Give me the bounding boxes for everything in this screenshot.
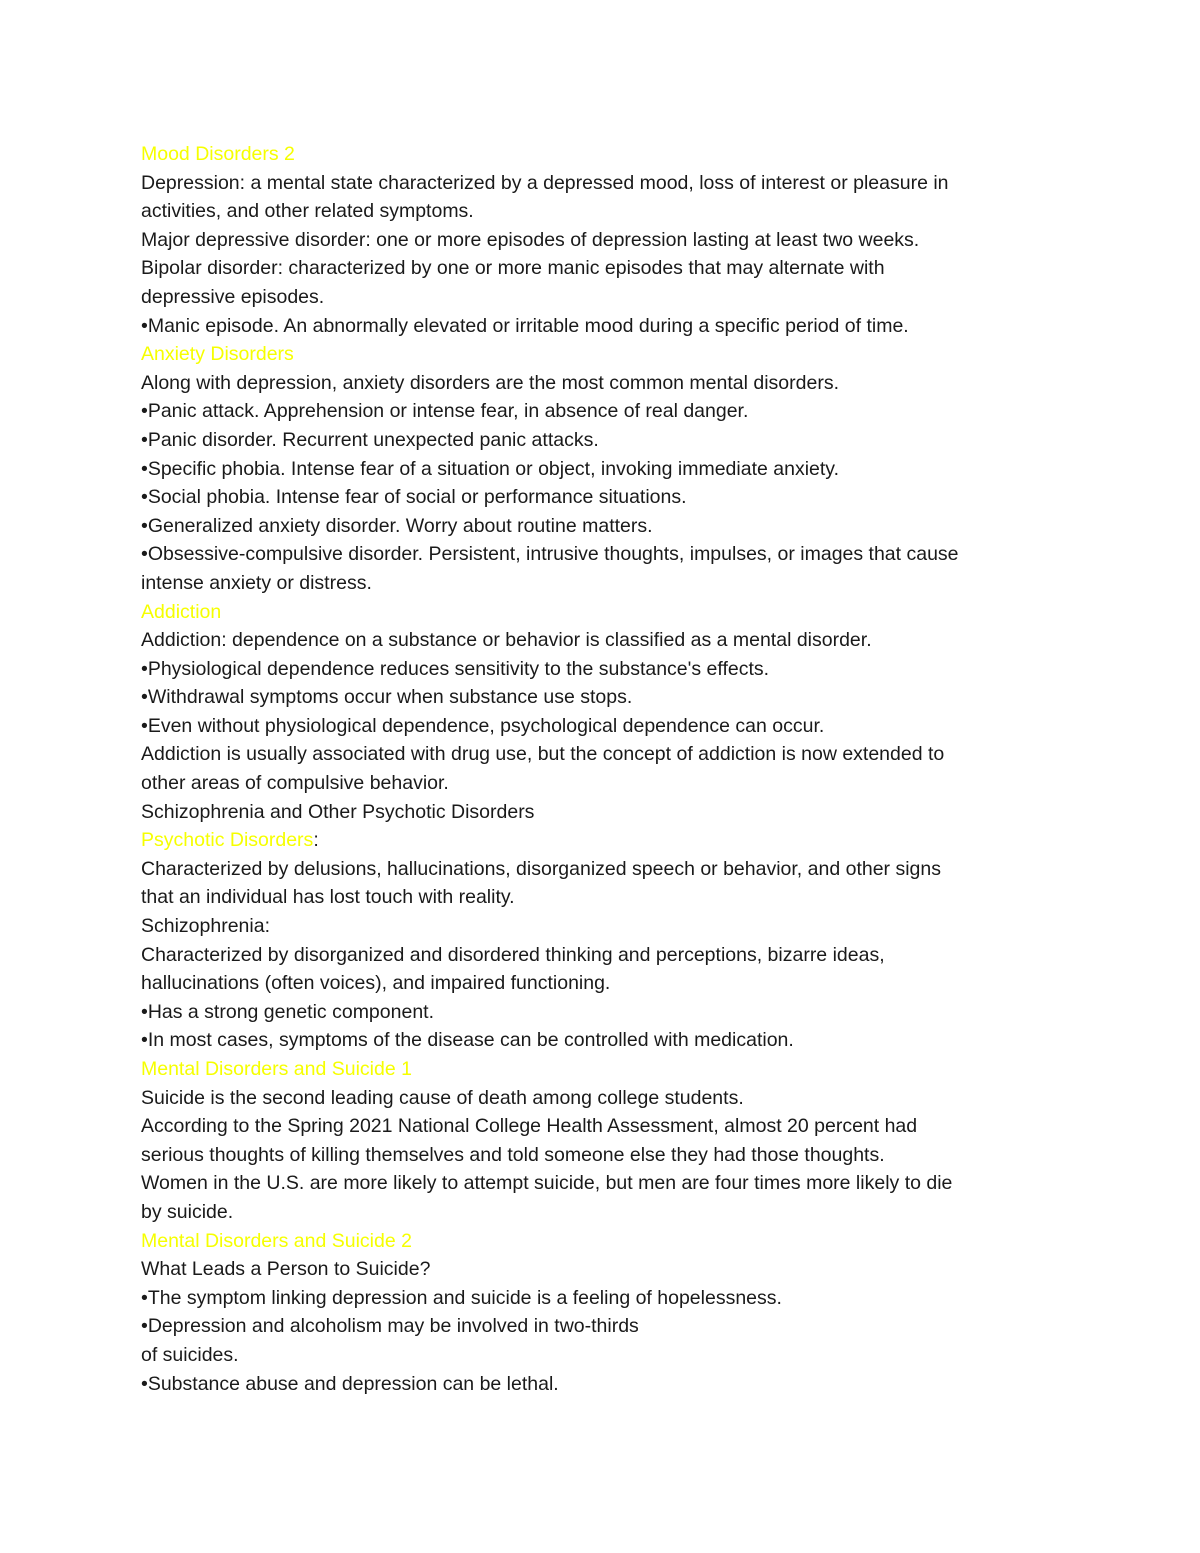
text-line: •Substance abuse and depression can be lethal. (141, 1372, 559, 1395)
text-line: •Panic disorder. Recurrent unexpected panic attacks. (141, 428, 599, 451)
text-line: Bipolar disorder: characterized by one or more manic episodes that may alternate with (141, 257, 885, 280)
text-line: that an individual has lost touch with reality. (141, 886, 515, 909)
text-line: •Withdrawal symptoms occur when substance use stops. (141, 686, 633, 709)
text-line: Along with depression, anxiety disorders are the most common mental disorders. (141, 371, 839, 394)
text-line: What Leads a Person to Suicide? (141, 1258, 431, 1281)
section-heading: Psychotic Disorders (141, 829, 314, 852)
section-heading: Mental Disorders and Suicide 2 (141, 1229, 412, 1252)
text-line: Schizophrenia: (141, 915, 270, 938)
text-line: •Has a strong genetic component. (141, 1000, 434, 1023)
text-line: •Specific phobia. Intense fear of a situation or object, invoking immediate anxiety. (141, 457, 840, 480)
text-line: serious thoughts of killing themselves and told someone else they had those thoughts. (141, 1143, 885, 1166)
text-line: activities, and other related symptoms. (141, 200, 474, 223)
text-line: •In most cases, symptoms of the disease can be controlled with medication. (141, 1029, 794, 1052)
section-heading: Mental Disorders and Suicide 1 (141, 1058, 412, 1080)
text-line: •Social phobia. Intense fear of social or performance situations. (141, 486, 687, 509)
section-heading-line (141, 826, 1061, 855)
text-line: According to the Spring 2021 National College Health Assessment, almost 20 percent had (141, 1115, 918, 1138)
text-line: Women in the U.S. are more likely to attempt suicide, but men are four times more likely to die (141, 1172, 953, 1195)
text-line: depressive episodes. (141, 285, 325, 308)
text-line: •Panic attack. Apprehension or intense fear, in absence of real danger. (141, 400, 749, 423)
text-line: •Generalized anxiety disorder. Worry about routine matters. (141, 514, 653, 537)
text-line: by suicide. (141, 1200, 234, 1223)
text-line: other areas of compulsive behavior. (141, 772, 449, 795)
text-line: •Even without physiological dependence, psychological dependence can occur. (141, 714, 825, 737)
text-line: •Obsessive-compulsive disorder. Persistent, intrusive thoughts, impulses, or images that cause (141, 543, 959, 566)
text-line: hallucinations (often voices), and impaired functioning. (141, 972, 611, 995)
heading-suffix: : (313, 829, 319, 852)
section-heading: Addiction (141, 600, 222, 623)
section-heading: Mood Disorders 2 (141, 143, 295, 165)
text-line: intense anxiety or distress. (141, 571, 372, 594)
text-line: •Manic episode. An abnormally elevated or irritable mood during a specific period of time. (141, 314, 909, 337)
document-body (141, 140, 1061, 1398)
text-line: •Depression and alcoholism may be involved in two-thirds (141, 1315, 639, 1338)
text-line: of suicides. (141, 1343, 239, 1366)
text-line: Addiction: dependence on a substance or behavior is classified as a mental disorder. (141, 629, 872, 652)
text-line: •Physiological dependence reduces sensitivity to the substance's effects. (141, 657, 770, 680)
text-line: Depression: a mental state characterized by a depressed mood, loss of interest or pleasure in (141, 171, 949, 194)
text-line: Schizophrenia and Other Psychotic Disorders (141, 800, 535, 823)
text-line: Suicide is the second leading cause of death among college students. (141, 1086, 744, 1109)
text-line: Characterized by disorganized and disordered thinking and perceptions, bizarre ideas, (141, 943, 885, 966)
text-line: •The symptom linking depression and suicide is a feeling of hopelessness. (141, 1286, 782, 1309)
text-line: Major depressive disorder: one or more episodes of depression lasting at least two weeks. (141, 228, 920, 251)
text-line: Characterized by delusions, hallucinations, disorganized speech or behavior, and other signs (141, 857, 941, 880)
text-line: Addiction is usually associated with drug use, but the concept of addiction is now extended to (141, 743, 945, 766)
section-heading: Anxiety Disorders (141, 343, 294, 366)
